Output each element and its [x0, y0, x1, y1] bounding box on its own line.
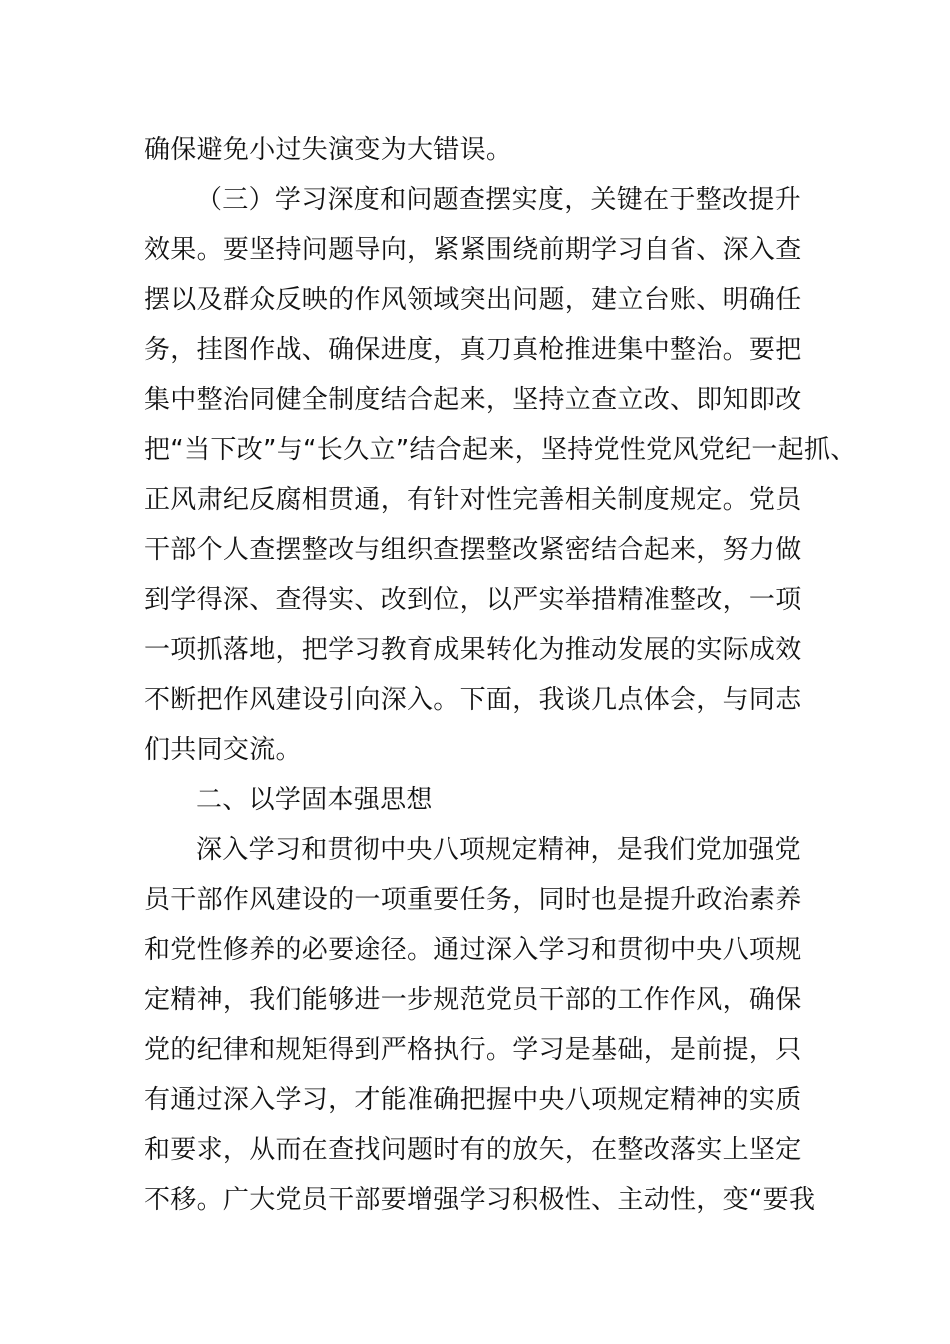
text-line: 到学得深、查得实、改到位，以严实举措精准整改，一项: [144, 585, 802, 615]
text-line: 把“当下改”与“长久立”结合起来，坚持党性党风党纪一起抓、: [144, 435, 857, 465]
text-line: 员干部作风建设的一项重要任务，同时也是提升政治素养: [144, 885, 802, 915]
text-line: 不移。广大党员干部要增强学习积极性、主动性，变“要我: [144, 1185, 816, 1215]
text-line: 效果。要坚持问题导向，紧紧围绕前期学习自省、深入查: [144, 235, 802, 265]
text-line: 务，挂图作战、确保进度，真刀真枪推进集中整治。要把: [144, 335, 802, 365]
text-line: （三）学习深度和问题查摆实度，关键在于整改提升: [196, 185, 801, 215]
text-line: 干部个人查摆整改与组织查摆整改紧密结合起来，努力做: [144, 535, 802, 565]
text-line: 摆以及群众反映的作风领域突出问题，建立台账、明确任: [144, 285, 802, 315]
text-line: 确保避免小过失演变为大错误。: [144, 135, 513, 165]
text-line: 和党性修养的必要途径。通过深入学习和贯彻中央八项规: [144, 935, 802, 965]
text-line: 和要求，从而在查找问题时有的放矢，在整改落实上坚定: [144, 1135, 802, 1165]
text-line: 们共同交流。: [144, 735, 302, 765]
text-line: 有通过深入学习，才能准确把握中央八项规定精神的实质: [144, 1085, 802, 1115]
section-heading: 二、以学固本强思想: [196, 785, 433, 815]
text-line: 正风肃纪反腐相贯通，有针对性完善相关制度规定。党员: [144, 485, 802, 515]
text-line: 不断把作风建设引向深入。下面，我谈几点体会，与同志: [144, 685, 802, 715]
text-line: 一项抓落地，把学习教育成果转化为推动发展的实际成效: [144, 635, 802, 665]
text-line: 定精神，我们能够进一步规范党员干部的工作作风，确保: [144, 985, 802, 1015]
text-line: 集中整治同健全制度结合起来，坚持立查立改、即知即改: [144, 385, 802, 415]
text-line: 党的纪律和规矩得到严格执行。学习是基础，是前提，只: [144, 1035, 802, 1065]
text-line: 深入学习和贯彻中央八项规定精神，是我们党加强党: [196, 835, 801, 865]
